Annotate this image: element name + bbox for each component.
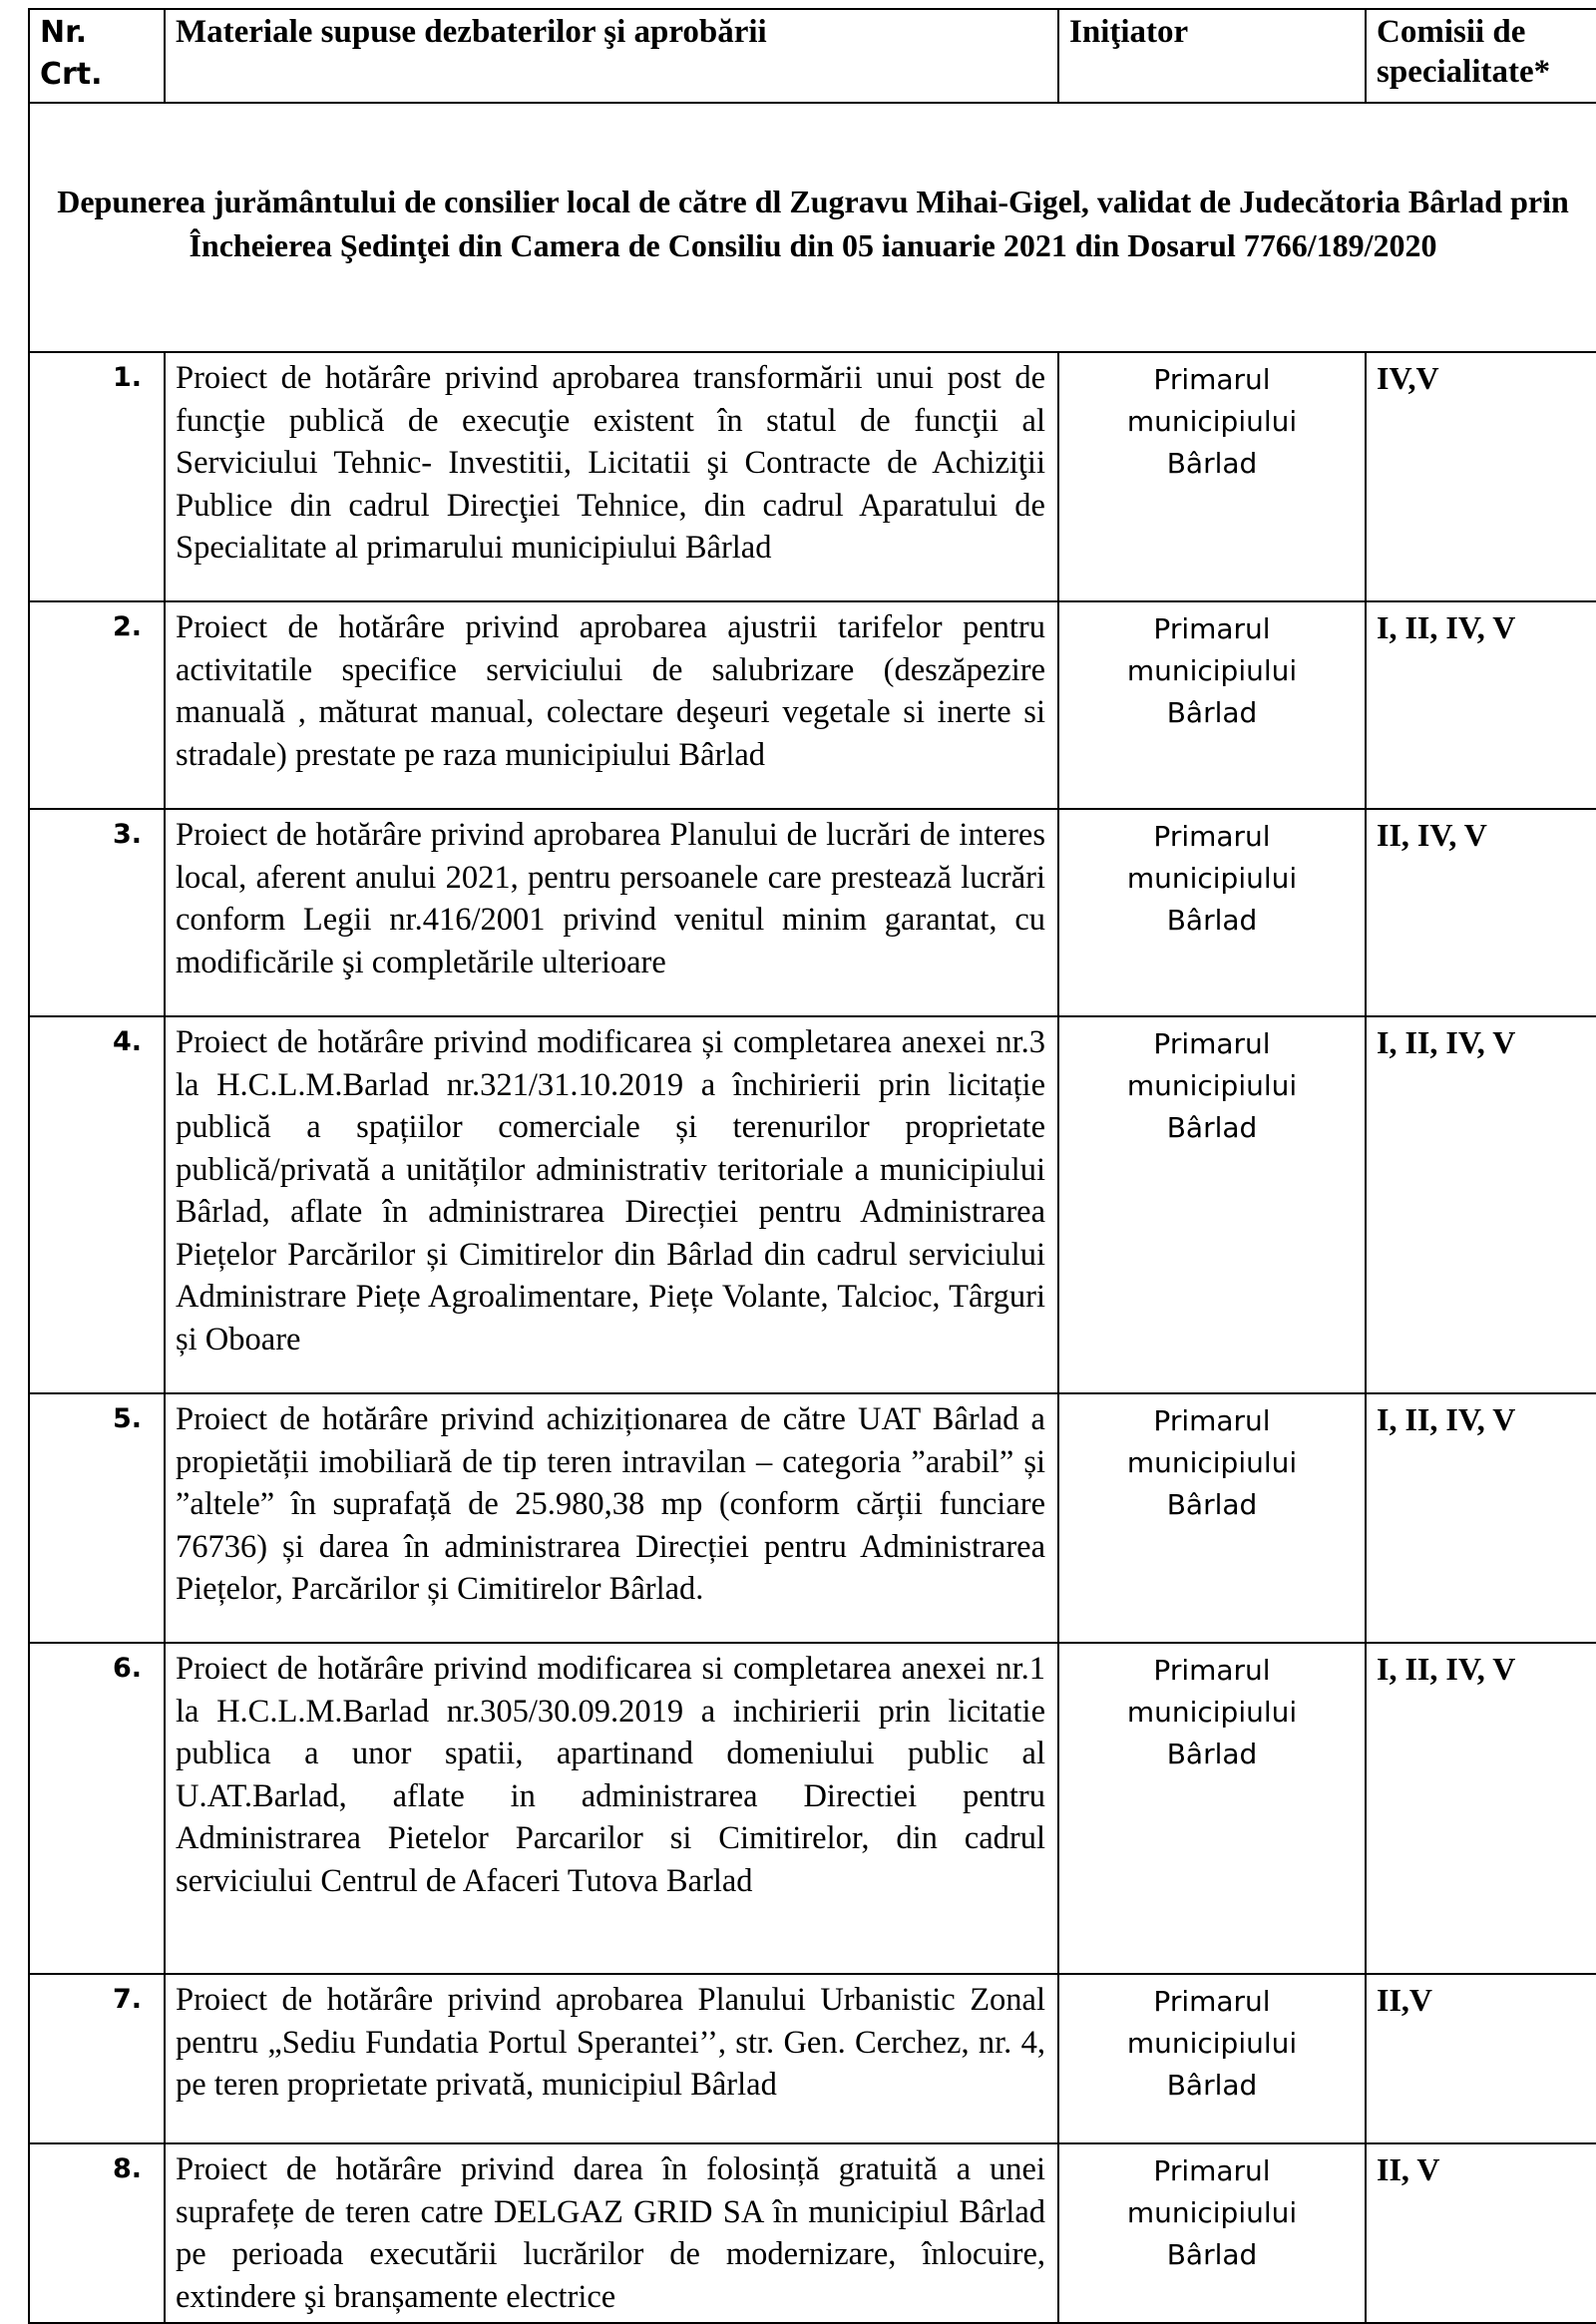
row-number: 8. [29,2143,165,2323]
table-row [29,352,1596,601]
table-row [29,1643,1596,1974]
oath-text: Depunerea jurământului de consilier local de către dl Zugravu Mihai-Gigel, validat de Judecătoria Bârlad prin Încheierea Şedinţei din Camera de Consiliu din 05 ianuarie 2021 din Dosarul 7766/189/2020 [29,103,1596,352]
row-number: 1. [29,352,165,601]
initiator-line3: Bârlad [1166,2238,1258,2271]
row-number: 4. [29,1016,165,1393]
initiator-line1: Primarul [1153,820,1271,853]
row-number: 7. [29,1974,165,2143]
row-commissions: II,V [1366,1974,1596,2143]
row-material: Proiect de hotărâre privind modificarea si completarea anexei nr.1 la H.C.L.M.Barlad nr.305/30.09.2019 a inchirierii prin licitatie publica a unor spatii, apartinand domeniului public al U.AT.Barlad, aflate in administrarea Directiei pentru Administrarea Pietelor Parcarilor si Cimitirelor, din cadrul serviciului Centrul de Afaceri Tutova Barlad [165,1643,1058,1974]
agenda-table [28,8,1596,2324]
row-initiator [1058,1974,1366,2143]
row-commissions: IV,V [1366,352,1596,601]
initiator-line1: Primarul [1153,1985,1271,2018]
initiator-line3: Bârlad [1166,1738,1258,1770]
table-row [29,601,1596,809]
initiator-line3: Bârlad [1166,696,1258,729]
initiator-line2: municipiului [1126,654,1298,687]
initiator-line1: Primarul [1153,363,1271,396]
row-initiator [1058,352,1366,601]
initiator-line2: municipiului [1126,862,1298,895]
initiator-line1: Primarul [1153,2154,1271,2187]
initiator-line2: municipiului [1126,1069,1298,1102]
row-initiator [1058,2143,1366,2323]
row-number: 5. [29,1393,165,1643]
row-initiator [1058,1643,1366,1974]
row-material: Proiect de hotărâre privind aprobarea ajustrii tarifelor pentru activitatile specifice serviciului de salubrizare (deszăpezire manuală , măturat manual, colectare deşeuri vegetale si inerte si stradale) prestate pe raza municipiului Bârlad [165,601,1058,809]
table-row [29,2143,1596,2323]
row-material: Proiect de hotărâre privind aprobarea transformării unui post de funcţie publică de execuţie existent în statul de funcţii al Serviciului Tehnic- Investitii, Licitatii şi Contracte de Achiziţii Publice din cadrul Direcţiei Tehnice, din cadrul Aparatului de Specialitate al primarului municipiului Bârlad [165,352,1058,601]
row-commissions: I, II, IV, V [1366,601,1596,809]
table-header-row [29,9,1596,103]
header-commissions [1366,9,1596,103]
header-commissions-line2: specialitate* [1377,54,1551,90]
row-material: Proiect de hotărâre privind aprobarea Planului de lucrări de interes local, aferent anului 2021, pentru persoanele care prestează lucrări conform Legii nr.416/2001 privind venitul minim garantat, cu modificările şi completările ulterioare [165,809,1058,1016]
initiator-line1: Primarul [1153,612,1271,645]
row-number: 6. [29,1643,165,1974]
row-material: Proiect de hotărâre privind modificarea și completarea anexei nr.3 la H.C.L.M.Barlad nr.321/31.10.2019 a închirierii prin licitație publică a spațiilor comerciale și terenurilor proprietate publică/privată a unităților administrativ teritoriale a municipiului Bârlad, aflate în administrarea Direcției pentru Administrarea Piețelor Parcărilor și Cimitirelor din Bârlad din cadrul serviciului Administrare Piețe Agroalimentare, Piețe Volante, Talcioc, Târguri și Oboare [165,1016,1058,1393]
initiator-line2: municipiului [1126,405,1298,438]
row-commissions: II, V [1366,2143,1596,2323]
row-number: 3. [29,809,165,1016]
oath-row [29,103,1596,352]
row-commissions: II, IV, V [1366,809,1596,1016]
row-initiator [1058,1016,1366,1393]
header-nr-line2: Crt. [40,57,103,92]
row-number: 2. [29,601,165,809]
initiator-line2: municipiului [1126,2196,1298,2229]
row-initiator [1058,809,1366,1016]
initiator-line1: Primarul [1153,1027,1271,1060]
row-commissions: I, II, IV, V [1366,1643,1596,1974]
header-nr [29,9,165,103]
initiator-line3: Bârlad [1166,2069,1258,2102]
initiator-line3: Bârlad [1166,904,1258,937]
initiator-line2: municipiului [1126,1696,1298,1729]
table-row [29,1393,1596,1643]
row-commissions: I, II, IV, V [1366,1393,1596,1643]
table-row [29,809,1596,1016]
row-initiator [1058,601,1366,809]
row-material: Proiect de hotărâre privind achiziționarea de către UAT Bârlad a propietății imobiliară de tip teren intravilan – categoria ”arabil” și ”altele” în suprafață de 25.980,38 mp (conform cărții funciare 76736) și darea în administrarea Direcției pentru Administrarea Piețelor, Parcărilor și Cimitirelor Bârlad. [165,1393,1058,1643]
header-commissions-line1: Comisii de [1377,14,1526,50]
initiator-line3: Bârlad [1166,1111,1258,1144]
row-material: Proiect de hotărâre privind aprobarea Planului Urbanistic Zonal pentru „Sediu Fundatia Portul Sperantei’’, str. Gen. Cerchez, nr. 4, pe teren proprietate privată, municipiul Bârlad [165,1974,1058,2143]
table-row [29,1016,1596,1393]
initiator-line2: municipiului [1126,2027,1298,2060]
initiator-line2: municipiului [1126,1446,1298,1479]
header-initiator: Iniţiator [1058,9,1366,103]
header-materials: Materiale supuse dezbaterilor şi aprobării [165,9,1058,103]
row-material: Proiect de hotărâre privind darea în folosință gratuită a unei suprafețe de teren catre DELGAZ GRID SA în municipiul Bârlad pe perioada executării lucrărilor de modernizare, înlocuire, extindere şi branșamente electrice [165,2143,1058,2323]
header-nr-line1: Nr. [40,15,88,50]
initiator-line3: Bârlad [1166,1488,1258,1521]
initiator-line1: Primarul [1153,1654,1271,1687]
row-commissions: I, II, IV, V [1366,1016,1596,1393]
initiator-line3: Bârlad [1166,447,1258,480]
initiator-line1: Primarul [1153,1404,1271,1437]
table-row [29,1974,1596,2143]
row-initiator [1058,1393,1366,1643]
